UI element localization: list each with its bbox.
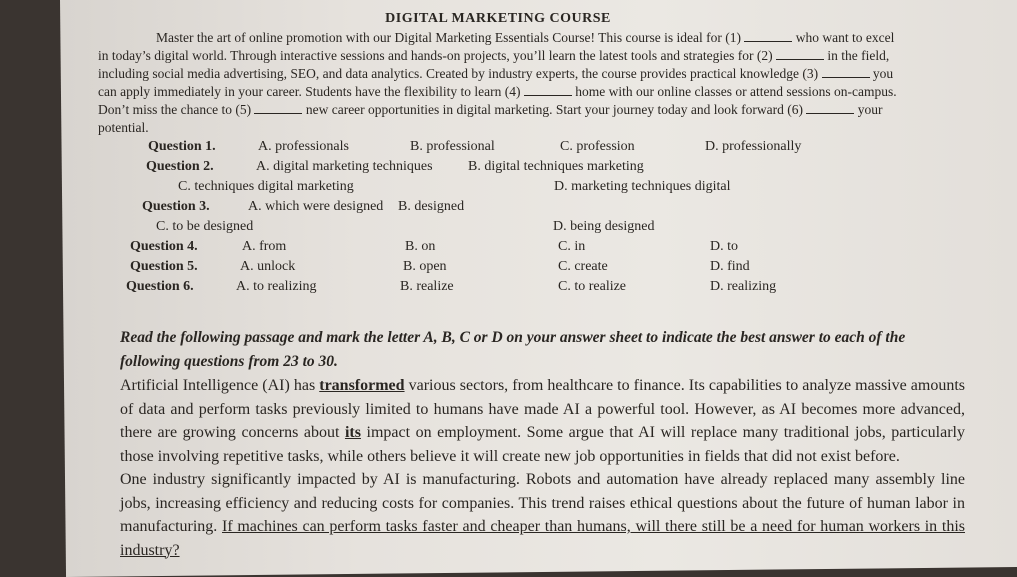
question-2-cont (98, 178, 898, 198)
question-label: Question 5. (130, 259, 198, 274)
option-b[interactable]: B. realize (400, 279, 454, 294)
blank-2 (776, 48, 824, 60)
passage-text: various sectors, from healthcare to finance. Its capabilities to analyze massive amounts of data and perform tasks previously limited to humans have made AI a powerful tool. However, as AI becomes more advanced, there are growing concerns about (120, 377, 965, 441)
cloze-text-6: new career opportunities in digital marketing. Start your journey today and look forward (6) (305, 102, 803, 117)
option-b[interactable]: B. digital techniques marketing (468, 159, 644, 174)
option-d[interactable]: D. being designed (553, 219, 655, 234)
option-c[interactable]: C. techniques digital marketing (178, 179, 354, 194)
cloze-section (98, 10, 898, 298)
option-c[interactable]: C. create (558, 259, 608, 274)
option-c[interactable]: C. profession (560, 139, 635, 154)
option-a[interactable]: A. unlock (240, 259, 296, 274)
option-d[interactable]: D. find (710, 259, 750, 274)
option-c[interactable]: C. in (558, 239, 586, 254)
underlined-word-transformed: transformed (319, 377, 405, 394)
underlined-word-its: its (344, 424, 361, 441)
option-d[interactable]: D. professionally (705, 139, 802, 154)
option-a[interactable]: A. which were designed (248, 199, 384, 214)
question-6 (98, 278, 898, 298)
cloze-text-4: you can apply immediately in your career. Students have the flexibility to learn (4) (98, 66, 894, 99)
option-c[interactable]: C. to be designed (156, 219, 254, 234)
option-a[interactable]: A. digital marketing techniques (256, 159, 433, 174)
option-a[interactable]: A. professionals (258, 139, 349, 154)
passage-text: Artificial Intelligence (AI) has (120, 377, 320, 394)
reading-section (120, 326, 965, 562)
cloze-text-7: your potential. (98, 102, 883, 135)
question-3 (98, 198, 898, 218)
option-c[interactable]: C. to realize (558, 279, 627, 294)
question-label: Question 6. (126, 279, 194, 294)
passage-text: impact on employment. Some argue that AI will replace many traditional jobs, particularly those involving repetitive tasks, while others believe it will create new job opportunities in fields that did not exist before. (120, 424, 965, 465)
option-d[interactable]: D. marketing techniques digital (554, 179, 731, 194)
question-4 (98, 238, 898, 258)
underlined-sentence: If machines can perform tasks faster and cheaper than humans, will there still be a need for human workers in this industry? (120, 518, 965, 559)
cloze-text-1: Master the art of online promotion with our Digital Marketing Essentials Course! This course is ideal for (1) (156, 30, 742, 45)
passage-text: One industry significantly impacted by AI is manufacturing. Robots and automation have already replaced many assembly line jobs, increasing efficiency and reducing costs for companies. This trend raises ethical questions about the future of human labor in manufacturing. (120, 471, 965, 535)
page-title: DIGITAL MARKETING COURSE (385, 11, 611, 26)
question-label: Question 3. (142, 199, 210, 214)
cloze-paragraph (98, 29, 898, 137)
option-b[interactable]: B. open (403, 259, 447, 274)
question-3-cont (98, 218, 898, 238)
cloze-text-5: home with our online classes or attend sessions on-campus. Don’t miss the chance to (5) (98, 84, 897, 117)
passage-paragraph-2 (120, 468, 965, 562)
question-label: Question 2. (146, 159, 214, 174)
question-label: Question 1. (148, 139, 216, 154)
blank-4 (524, 84, 572, 96)
option-a[interactable]: A. to realizing (236, 279, 317, 294)
option-d[interactable]: D. realizing (710, 279, 777, 294)
question-2 (98, 158, 898, 178)
option-a[interactable]: A. from (242, 239, 287, 254)
question-label: Question 4. (130, 239, 198, 254)
question-list (98, 138, 898, 298)
blank-3 (822, 66, 870, 78)
blank-1 (744, 30, 792, 42)
blank-6 (806, 102, 854, 114)
cloze-text-2: who want to excel in today’s digital world. Through interactive sessions and hands-on projects, you’ll learn the latest tools and strategies for (2) (98, 30, 895, 63)
cloze-text-3: in the field, including social media advertising, SEO, and data analytics. Created by industry experts, the course provides practical knowledge (3) (98, 48, 890, 81)
option-d[interactable]: D. to (710, 239, 738, 254)
blank-5 (254, 102, 302, 114)
instruction-text: Read the following passage and mark the letter A, B, C or D on your answer sheet to indicate the best answer to each of the following questions from 23 to 30. (120, 329, 906, 370)
option-b[interactable]: B. professional (410, 139, 495, 154)
option-b[interactable]: B. on (405, 239, 436, 254)
question-1 (98, 138, 898, 158)
question-5 (98, 258, 898, 278)
passage-paragraph-1 (120, 374, 965, 468)
option-b[interactable]: B. designed (398, 199, 465, 214)
